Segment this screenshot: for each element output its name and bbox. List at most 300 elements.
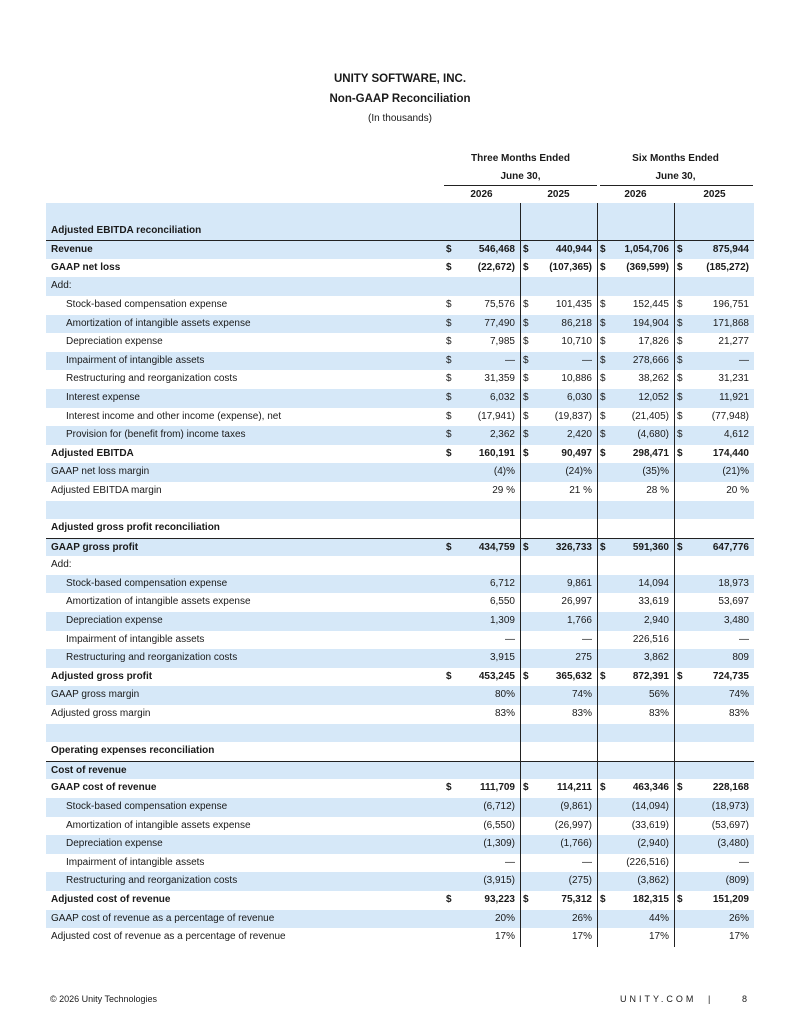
table-cell	[597, 910, 674, 929]
currency-symbol: $	[677, 410, 683, 422]
column-divider	[597, 445, 598, 464]
table-cell	[674, 762, 754, 780]
row-label: Stock-based compensation expense	[66, 801, 228, 812]
currency-symbol: $	[677, 298, 683, 310]
table-cell	[520, 277, 597, 296]
table-cell	[597, 315, 674, 334]
column-divider	[520, 408, 521, 427]
cell-value: (809)	[725, 875, 749, 887]
currency-symbol: $	[446, 336, 452, 348]
row-label: Add:	[51, 559, 72, 571]
table-cell	[520, 817, 597, 836]
site-link[interactable]: UNITY.COM	[620, 994, 697, 1004]
cell-value: 53,697	[718, 596, 749, 608]
currency-symbol: $	[600, 670, 606, 682]
column-divider	[597, 389, 598, 408]
cell-value: 298,471	[632, 447, 669, 459]
row-label: GAAP gross profit	[51, 541, 139, 553]
table-cell	[597, 426, 674, 445]
table-row	[46, 389, 754, 408]
table-cell	[597, 575, 674, 594]
cell-value: 1,766	[566, 615, 592, 627]
currency-symbol: $	[600, 447, 606, 459]
cell-value: 44%	[648, 912, 669, 924]
table-cell	[443, 649, 520, 668]
currency-symbol: $	[677, 893, 683, 905]
table-cell	[674, 445, 754, 464]
currency-symbol: $	[600, 261, 606, 273]
currency-symbol: $	[677, 373, 683, 385]
table-cell	[674, 928, 754, 947]
row-label: Impairment of intangible assets	[66, 633, 205, 645]
column-divider	[520, 631, 521, 650]
table-cell	[443, 798, 520, 817]
cell-value: 194,904	[632, 317, 669, 329]
table-cell	[520, 798, 597, 817]
row-label: Depreciation expense	[66, 336, 163, 348]
currency-symbol: $	[600, 244, 606, 256]
cell-value: —	[582, 633, 592, 645]
table-cell	[597, 705, 674, 724]
column-divider	[597, 612, 598, 631]
table-row	[46, 686, 754, 705]
cell-value: —	[739, 633, 749, 645]
cell-value: (369,599)	[626, 261, 669, 273]
table-cell	[597, 389, 674, 408]
spacer-row	[46, 203, 754, 222]
table-cell	[674, 668, 754, 687]
column-divider	[597, 854, 598, 873]
table-cell	[597, 556, 674, 575]
row-label: Adjusted cost of revenue as a percentage of revenue	[51, 931, 286, 943]
row-label: Adjusted cost of revenue	[51, 893, 171, 905]
column-divider	[674, 686, 675, 705]
table-cell	[597, 333, 674, 352]
cell-value: 31,231	[718, 373, 749, 385]
cell-value: 151,209	[712, 893, 749, 905]
cell-value: (2,940)	[637, 838, 669, 850]
table-cell	[443, 241, 520, 259]
copyright: © 2026 Unity Technologies	[50, 994, 158, 1004]
cell-value: (17,941)	[477, 410, 515, 422]
currency-symbol: $	[677, 541, 683, 553]
cell-value: 2,362	[489, 429, 515, 441]
table-row	[46, 333, 754, 352]
cell-value: 83%	[494, 708, 515, 720]
spacer-row	[46, 501, 754, 520]
row-label: Adjusted gross margin	[51, 708, 151, 720]
column-divider	[674, 203, 675, 222]
cell-value: 463,346	[632, 782, 669, 794]
currency-symbol: $	[677, 336, 683, 348]
column-divider	[674, 762, 675, 780]
column-divider	[674, 575, 675, 594]
table-cell	[520, 296, 597, 315]
cell-value: 3,480	[723, 615, 749, 627]
currency-symbol: $	[523, 317, 529, 329]
currency-symbol: $	[677, 354, 683, 366]
table-cell	[597, 463, 674, 482]
currency-symbol: $	[600, 541, 606, 553]
column-divider	[520, 835, 521, 854]
table-cell	[674, 408, 754, 427]
table-cell	[443, 631, 520, 650]
table-row	[46, 891, 754, 910]
table-cell	[597, 259, 674, 278]
table-cell	[443, 854, 520, 873]
table-cell	[520, 539, 597, 557]
currency-symbol: $	[523, 354, 529, 366]
row-label: Operating expenses reconciliation	[51, 745, 215, 757]
cell-value: 33,619	[638, 596, 669, 608]
currency-symbol: $	[523, 410, 529, 422]
table-cell	[674, 482, 754, 501]
column-divider	[520, 519, 521, 538]
table-cell	[674, 556, 754, 575]
cell-value: (3,862)	[637, 875, 669, 887]
row-label: GAAP gross margin	[51, 689, 140, 701]
cell-value: (19,837)	[554, 410, 592, 422]
column-divider	[597, 817, 598, 836]
column-divider	[674, 612, 675, 631]
report-title: Non-GAAP Reconciliation	[329, 93, 471, 105]
cell-value: (21)%	[722, 466, 749, 478]
cell-value: —	[739, 856, 749, 868]
cell-value: 453,245	[478, 670, 515, 682]
cell-value: 90,497	[561, 447, 592, 459]
cell-value: (53,697)	[711, 819, 749, 831]
cell-value: 278,666	[632, 354, 669, 366]
row-label: GAAP cost of revenue as a percentage of revenue	[51, 912, 275, 924]
column-divider	[674, 593, 675, 612]
cell-value: 17%	[648, 931, 669, 943]
row-label: Depreciation expense	[66, 615, 163, 627]
column-divider	[674, 779, 675, 798]
table-cell	[520, 668, 597, 687]
currency-symbol: $	[600, 354, 606, 366]
cell-value: 26,997	[561, 596, 592, 608]
column-divider	[597, 296, 598, 315]
table-cell	[443, 389, 520, 408]
table-cell	[520, 333, 597, 352]
cell-value: 21 %	[569, 484, 592, 496]
table-cell	[520, 556, 597, 575]
table-cell	[443, 705, 520, 724]
row-label: Cost of revenue	[51, 764, 127, 776]
cell-value: (275)	[568, 875, 592, 887]
table-cell	[443, 575, 520, 594]
column-divider	[520, 426, 521, 445]
company-name: UNITY SOFTWARE, INC.	[333, 73, 467, 85]
cell-value: (1,766)	[560, 838, 592, 850]
row-label: GAAP net loss margin	[51, 466, 150, 478]
table-cell	[520, 631, 597, 650]
column-divider	[597, 315, 598, 334]
table-cell	[520, 575, 597, 594]
table-cell	[674, 333, 754, 352]
table-cell	[443, 593, 520, 612]
currency-symbol: $	[600, 317, 606, 329]
cell-value: —	[505, 633, 515, 645]
column-divider	[597, 872, 598, 891]
cell-value: 9,861	[566, 577, 592, 589]
three-months-header: Three Months Ended	[471, 153, 570, 164]
cell-value: 174,440	[712, 447, 749, 459]
table-cell	[674, 370, 754, 389]
row-label: Add:	[51, 280, 72, 292]
column-divider	[674, 705, 675, 724]
table-cell	[674, 649, 754, 668]
cell-value: 38,262	[638, 373, 669, 385]
table-cell	[674, 241, 754, 259]
column-divider	[520, 259, 521, 278]
currency-symbol: $	[446, 244, 452, 256]
table-cell	[443, 891, 520, 910]
cell-value: 20 %	[726, 484, 749, 496]
table-row	[46, 296, 754, 315]
currency-symbol: $	[446, 541, 452, 553]
table-cell	[597, 296, 674, 315]
cell-value: (6,550)	[483, 819, 515, 831]
cell-value: 29 %	[492, 484, 515, 496]
column-divider	[597, 575, 598, 594]
table-cell	[674, 539, 754, 557]
currency-symbol: $	[523, 298, 529, 310]
column-divider	[674, 501, 675, 520]
cell-value: —	[582, 856, 592, 868]
table-cell	[674, 259, 754, 278]
currency-symbol: $	[446, 782, 452, 794]
column-divider	[674, 910, 675, 929]
row-label: Amortization of intangible assets expense	[66, 317, 251, 329]
column-divider	[674, 408, 675, 427]
column-divider	[674, 556, 675, 575]
currency-symbol: $	[446, 317, 452, 329]
cell-value: 80%	[494, 689, 515, 701]
cell-value: 93,223	[484, 893, 515, 905]
currency-symbol: $	[523, 391, 529, 403]
column-divider	[674, 817, 675, 836]
column-divider	[597, 352, 598, 371]
cell-value: (35)%	[642, 466, 669, 478]
column-divider	[597, 463, 598, 482]
table-cell	[674, 910, 754, 929]
column-divider	[597, 762, 598, 780]
table-cell	[520, 463, 597, 482]
currency-symbol: $	[677, 261, 683, 273]
row-label: Amortization of intangible assets expense	[66, 819, 251, 831]
currency-symbol: $	[446, 893, 452, 905]
currency-symbol: $	[446, 373, 452, 385]
table-row	[46, 408, 754, 427]
column-divider	[597, 928, 598, 947]
table-row	[46, 556, 754, 575]
column-divider	[597, 203, 598, 222]
table-cell	[520, 408, 597, 427]
cell-value: 809	[732, 652, 749, 664]
table-cell	[443, 463, 520, 482]
table-row	[46, 352, 754, 371]
column-divider	[674, 370, 675, 389]
table-row	[46, 482, 754, 501]
cell-value: 434,759	[478, 541, 515, 553]
cell-value: 3,915	[489, 652, 515, 664]
row-label: Restructuring and reorganization costs	[66, 875, 238, 887]
cell-value: 75,312	[561, 893, 592, 905]
table-cell	[597, 370, 674, 389]
cell-value: (4,680)	[637, 429, 669, 441]
table-cell	[520, 370, 597, 389]
column-divider	[674, 389, 675, 408]
table-cell	[520, 686, 597, 705]
table-cell	[520, 835, 597, 854]
table-row	[46, 612, 754, 631]
cell-value: (1,309)	[483, 838, 515, 850]
cell-value: (185,272)	[706, 261, 749, 273]
column-divider	[597, 705, 598, 724]
cell-value: 724,735	[712, 670, 749, 682]
column-divider	[520, 705, 521, 724]
row-label: Adjusted EBITDA margin	[51, 484, 162, 496]
column-divider	[520, 612, 521, 631]
cell-value: 182,315	[632, 893, 669, 905]
six-months-date: June 30,	[655, 171, 696, 182]
table-cell	[674, 389, 754, 408]
currency-symbol: $	[677, 429, 683, 441]
table-row	[46, 928, 754, 947]
column-divider	[520, 241, 521, 259]
column-divider	[520, 222, 521, 241]
cell-value: —	[739, 354, 749, 366]
cell-value: (26,997)	[554, 819, 592, 831]
table-cell	[443, 928, 520, 947]
cell-value: (18,973)	[711, 801, 749, 812]
cell-value: 4,612	[723, 429, 749, 441]
table-cell	[674, 835, 754, 854]
column-divider	[520, 296, 521, 315]
table-row	[46, 817, 754, 836]
row-label: Stock-based compensation expense	[66, 577, 228, 589]
column-divider	[674, 872, 675, 891]
cell-value: 365,632	[555, 670, 592, 682]
table-cell	[674, 686, 754, 705]
currency-symbol: $	[600, 410, 606, 422]
column-divider	[597, 482, 598, 501]
cell-value: 1,309	[489, 615, 515, 627]
table-row	[46, 872, 754, 891]
table-cell	[443, 315, 520, 334]
column-divider	[674, 928, 675, 947]
table-cell	[597, 482, 674, 501]
table-row	[46, 575, 754, 594]
table-row	[46, 240, 754, 259]
table-cell	[674, 798, 754, 817]
row-label: GAAP net loss	[51, 261, 121, 273]
table-cell	[520, 593, 597, 612]
row-label: Adjusted gross profit reconciliation	[51, 522, 220, 534]
cell-value: (33,619)	[631, 819, 669, 831]
table-cell	[443, 872, 520, 891]
cell-value: 14,094	[638, 577, 669, 589]
row-label: Amortization of intangible assets expense	[66, 596, 251, 608]
row-label: Adjusted EBITDA reconciliation	[51, 224, 202, 236]
cell-value: 160,191	[478, 447, 515, 459]
currency-symbol: $	[446, 447, 452, 459]
cell-value: 17,826	[638, 336, 669, 348]
table-cell	[674, 817, 754, 836]
column-divider	[520, 445, 521, 464]
table-cell	[520, 891, 597, 910]
cell-value: 196,751	[712, 298, 749, 310]
cell-value: 75,576	[484, 298, 515, 310]
column-divider	[597, 222, 598, 241]
column-divider	[520, 539, 521, 557]
column-divider	[597, 649, 598, 668]
currency-symbol: $	[523, 893, 529, 905]
currency-symbol: $	[523, 336, 529, 348]
table-cell	[674, 426, 754, 445]
table-row	[46, 259, 754, 278]
column-divider	[520, 798, 521, 817]
column-divider	[674, 463, 675, 482]
cell-value: 875,944	[712, 244, 749, 256]
column-divider	[597, 910, 598, 929]
table-cell	[520, 762, 597, 780]
column-divider	[597, 798, 598, 817]
row-label: Stock-based compensation expense	[66, 298, 228, 310]
cell-value: 83%	[571, 708, 592, 720]
table-cell	[674, 631, 754, 650]
column-divider	[674, 426, 675, 445]
table-cell	[443, 445, 520, 464]
table-cell	[597, 445, 674, 464]
table-cell	[443, 296, 520, 315]
table-cell	[443, 333, 520, 352]
table-cell	[520, 910, 597, 929]
column-divider	[674, 649, 675, 668]
currency-symbol: $	[446, 429, 452, 441]
column-divider	[674, 631, 675, 650]
cell-value: 647,776	[712, 541, 749, 553]
column-divider	[674, 296, 675, 315]
row-label: Interest income and other income (expense), net	[66, 410, 282, 422]
column-divider	[597, 742, 598, 761]
cell-value: (24)%	[565, 466, 592, 478]
table-cell	[674, 296, 754, 315]
column-divider	[597, 408, 598, 427]
table-cell	[520, 854, 597, 873]
cell-value: (3,480)	[717, 838, 749, 850]
column-divider	[520, 593, 521, 612]
cell-value: —	[582, 354, 592, 366]
column-divider	[674, 445, 675, 464]
column-divider	[520, 352, 521, 371]
row-label: Depreciation expense	[66, 838, 163, 850]
cell-value: 31,359	[484, 373, 515, 385]
row-label: Revenue	[51, 244, 93, 256]
column-divider	[520, 668, 521, 687]
table-row	[46, 835, 754, 854]
table-cell	[520, 649, 597, 668]
table-cell	[674, 352, 754, 371]
column-divider	[597, 539, 598, 557]
currency-symbol: $	[446, 261, 452, 273]
column-divider	[597, 259, 598, 278]
table-cell	[520, 482, 597, 501]
cell-value: 101,435	[555, 298, 592, 310]
cell-value: 74%	[728, 689, 749, 701]
table-cell	[597, 928, 674, 947]
